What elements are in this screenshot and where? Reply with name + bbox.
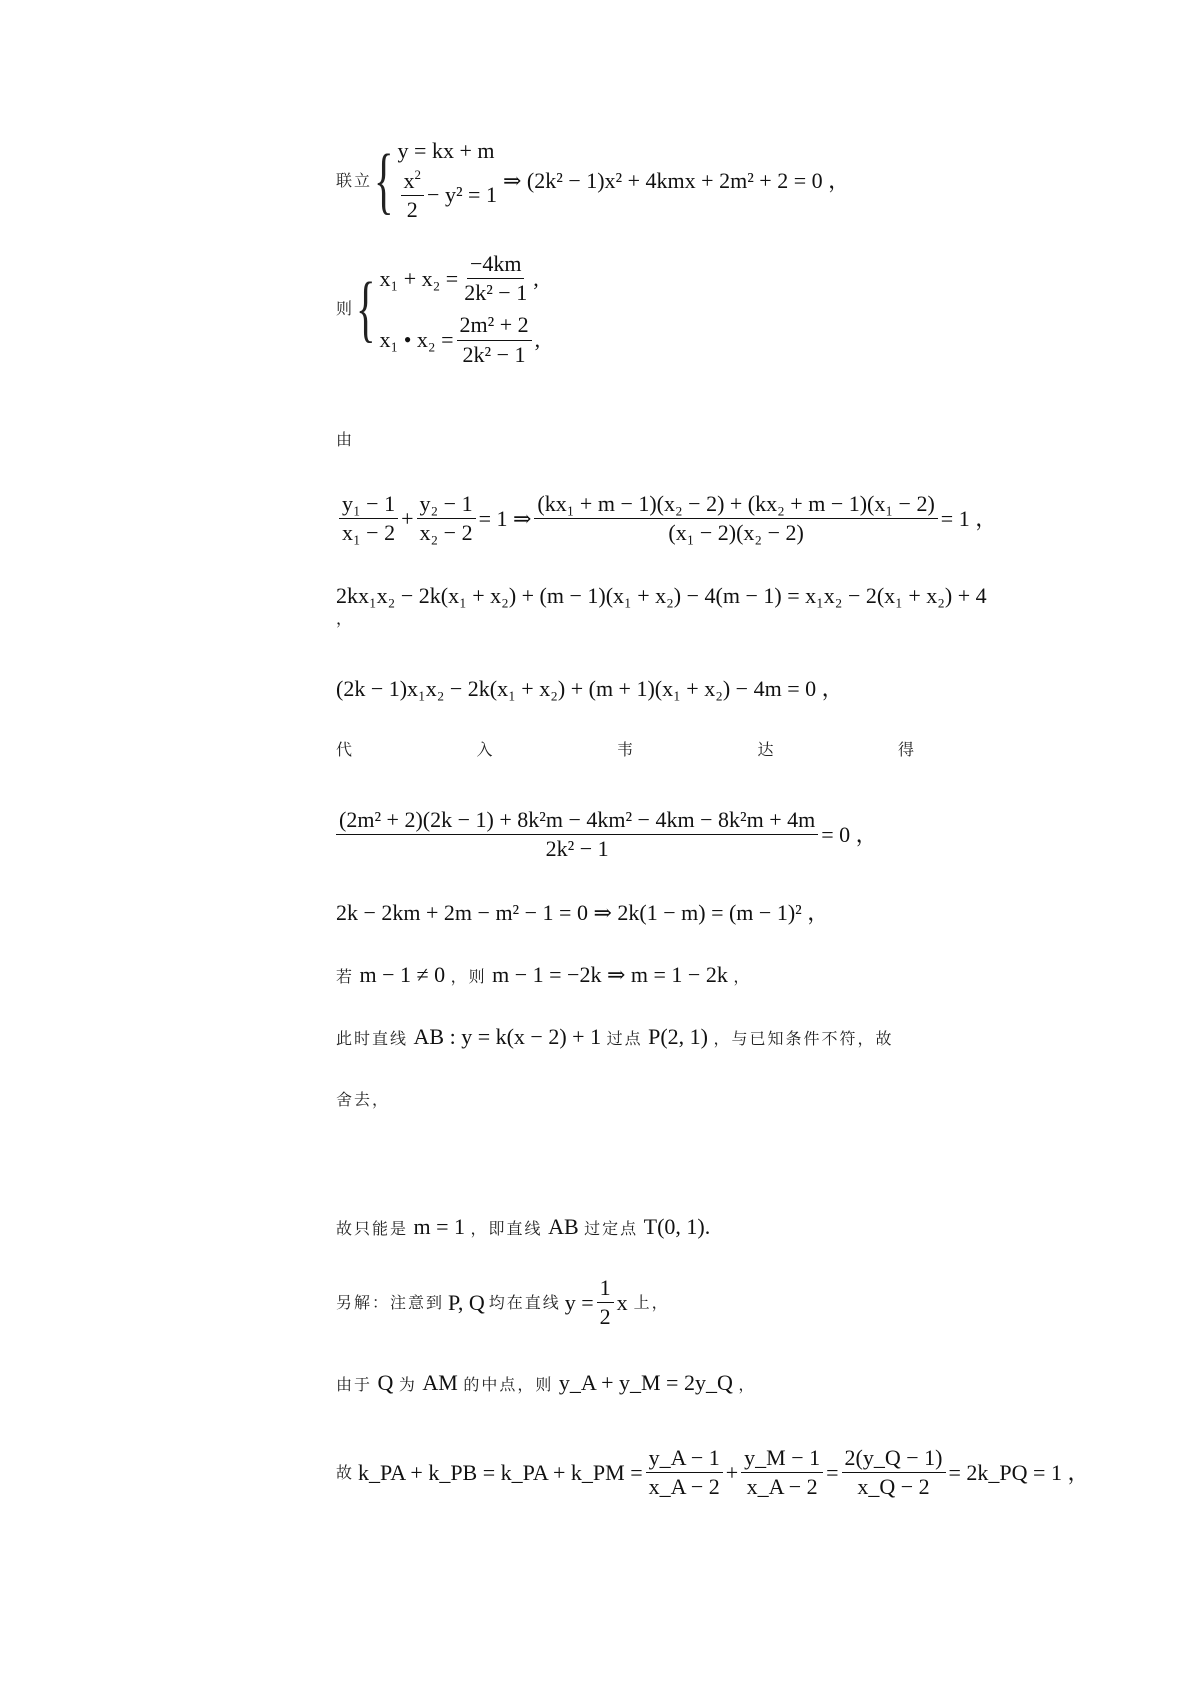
fraction: $\frac{1}{2}$ (597, 1276, 614, 1329)
word: 得 (897, 740, 916, 759)
left-brace: { (374, 140, 394, 223)
quadratic-result: ⇒ (2k² − 1)x² + 4kmx + 2m² + 2 = 0 ， (502, 168, 851, 194)
conclusion-fixed-point: 故只能是 m = 1 ，即直线 AB 过定点 T(0, 1). (336, 1214, 711, 1239)
substitute-vieta-heading (336, 742, 916, 758)
slope-sum-equation: $\frac{\text{y₁ − 1}}{\text{x₁ − 2}}$ + $\frac{\text{y₂ − 1}}{\text{x₂ − 2}}$ = 1 ⇒ $\frac{\text{(kx₁ + m − 1)(x₂ − 2) + (kx₂ + m − 1)(x₁ − 2)}}{\text{(x₁ − 2)(x₂ − 2)}}$ = 1 ， (336, 492, 997, 545)
equation-system (398, 140, 497, 222)
word: 达 (757, 740, 776, 759)
substituted-fraction: $\frac{\text{(2m² + 2)(2k − 1) + 8k²m − 4km² − 4km − 8k²m + 4m}}{\text{2k² − 1}}$ = 0 ， (336, 808, 878, 861)
word: 入 (476, 740, 495, 759)
expanded-equation: 2kx₁x₂ − 2k(x₁ + x₂) + (m − 1)(x₁ + x₂) − 4(m − 1) = x₁x₂ − 2(x₁ + x₂) + 4 (336, 583, 987, 608)
system-equations (336, 140, 850, 222)
vieta-system (336, 252, 540, 367)
word: 韦 (616, 740, 635, 759)
fraction: $\frac{-4km}{\text{2k² − 1}}$ (464, 251, 528, 306)
fraction: $\frac{y\_A - 1}{x\_A - 2}$ (646, 1446, 723, 1499)
slope-conclusion: 故 k_PA + k_PB = k_PA + k_PM = $\frac{y\_A - 1}{x\_A - 2}$ + $\frac{y\_M - 1}{x\_A - 2}$ = $\frac{2(y\_Q - 1)}{x\_Q - 2}$ = 2k_PQ = 1 ， (336, 1445, 1090, 1500)
equation-hyperbola: $\frac{x^2}{2}$ − y² = 1 (398, 168, 497, 222)
fraction: $\frac{\text{(kx₁ + m − 1)(x₂ − 2) + (kx₂ + m − 1)(x₁ − 2)}}{\text{(x₁ − 2)(x₂ − 2)}}$ (534, 492, 937, 545)
comma: ， (336, 611, 353, 628)
left-brace: { (356, 268, 376, 351)
fraction: $\frac{y\_M - 1}{x\_A - 2}$ (741, 1446, 823, 1499)
label-you: 由 (336, 430, 355, 449)
fraction: $\frac{x^2}{2}$ (401, 168, 425, 222)
midpoint-statement: 由于 Q 为 AM 的中点，则 y_A + y_M = 2y_Q ， (336, 1370, 757, 1395)
factored-equation: 2k − 2km + 2m − m² − 1 = 0 ⇒ 2k(1 − m) = (m − 1)² ， (336, 900, 830, 925)
fraction: $\frac{\text{y₂ − 1}}{\text{x₂ − 2}}$ (417, 492, 476, 545)
line-ab-statement: 此时直线 AB : y = k(x − 2) + 1 过点 P(2, 1) ，与已知条件不符，故 (336, 1024, 894, 1049)
sum-of-roots: x₁ + x₂ = $\frac{-4km}{\text{2k² − 1}}$ , (379, 251, 539, 306)
alternative-solution: 另解：注意到 P, Q 均在直线 y = $\frac{1}{2}$ x 上， (336, 1275, 670, 1330)
simplified-equation: (2k − 1)x₁x₂ − 2k(x₁ + x₂) + (m + 1)(x₁ + x₂) − 4m = 0 ， (336, 676, 844, 701)
word: 代 (336, 740, 355, 759)
product-of-roots: x₁ • x₂ = $\frac{\text{2m² + 2}}{\text{2k² − 1}}$ , (379, 312, 541, 367)
label-ze: 则 (336, 299, 355, 319)
label-lianli: 联立 (336, 171, 373, 191)
fraction: $\frac{\text{(2m² + 2)(2k − 1) + 8k²m − 4km² − 4km − 8k²m + 4m}}{\text{2k² − 1}}$ (336, 808, 818, 861)
fraction: $\frac{\text{y₁ − 1}}{\text{x₁ − 2}}$ (339, 492, 398, 545)
fraction: $\frac{2(y\_Q - 1)}{x\_Q - 2}$ (842, 1446, 946, 1499)
vieta-rows (380, 252, 541, 367)
fraction: $\frac{\text{2m² + 2}}{\text{2k² − 1}}$ (457, 313, 532, 366)
equation-line: y = kx + m (397, 138, 495, 163)
case-m-not-1: 若 m − 1 ≠ 0 ，则 m − 1 = −2k ⇒ m = 1 − 2k ， (336, 962, 752, 987)
discard-note: 舍去， (336, 1090, 391, 1109)
